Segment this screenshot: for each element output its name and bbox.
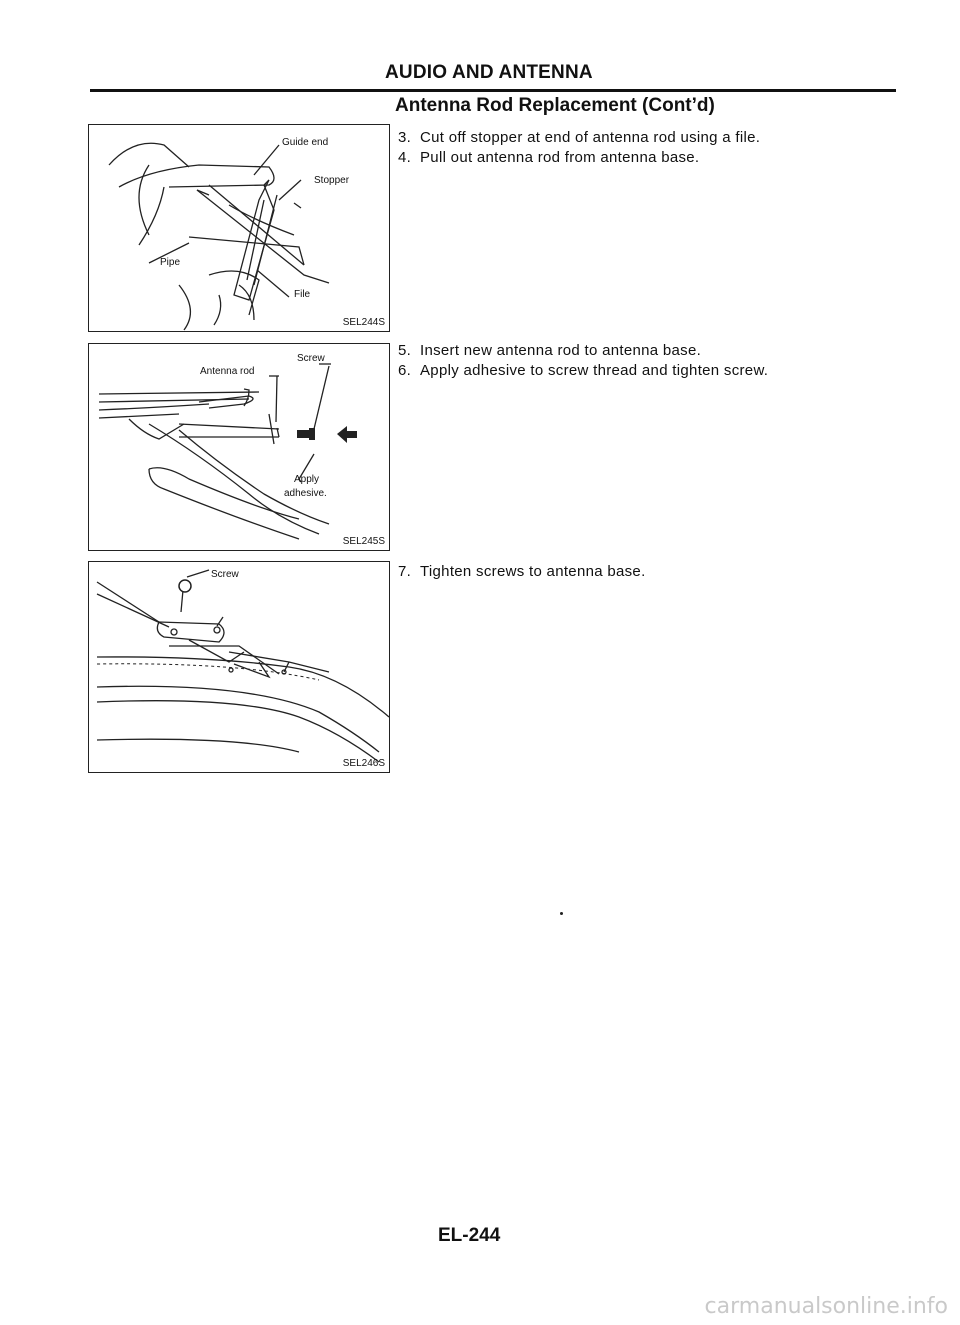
step-item: 4. Pull out antenna rod from antenna base. <box>398 149 700 166</box>
section-title: AUDIO AND ANTENNA <box>385 62 593 83</box>
label-screw: Screw <box>297 353 325 364</box>
label-adhesive: adhesive. <box>284 488 327 499</box>
label-stopper: Stopper <box>314 175 350 186</box>
step-item: 6. Apply adhesive to screw thread and tighten screw. <box>398 362 769 379</box>
header-rule <box>90 89 896 92</box>
figure-code: SEL244S <box>342 317 385 328</box>
figure-tighten-screws-illustration <box>89 562 389 772</box>
label-pipe: Pipe <box>160 257 181 268</box>
step-item: 3. Cut off stopper at end of antenna rod using a file. <box>398 129 761 146</box>
steps-group-3 <box>398 562 646 582</box>
stray-dot <box>560 912 563 915</box>
label-apply: Apply <box>294 474 320 485</box>
figure-code: SEL245S <box>342 536 385 547</box>
figure-file-stopper <box>88 124 390 332</box>
label-guide-end: Guide end <box>282 137 329 148</box>
figure-code: SEL246S <box>342 758 385 769</box>
steps-group-1 <box>398 128 760 168</box>
step-item: 7. Tighten screws to antenna base. <box>398 563 646 580</box>
page-subtitle: Antenna Rod Replacement (Cont’d) <box>395 95 715 116</box>
figure-tighten-screws <box>88 561 390 773</box>
figure-apply-adhesive <box>88 343 390 551</box>
label-antenna-rod: Antenna rod <box>200 366 255 377</box>
label-file: File <box>294 289 311 300</box>
step-item: 5. Insert new antenna rod to antenna base. <box>398 342 702 359</box>
watermark: carmanualsonline.info <box>704 1294 948 1319</box>
figure-file-stopper-illustration <box>89 125 389 331</box>
steps-group-2 <box>398 341 768 381</box>
label-screw: Screw <box>211 569 239 580</box>
page-number: EL-244 <box>438 1225 501 1246</box>
